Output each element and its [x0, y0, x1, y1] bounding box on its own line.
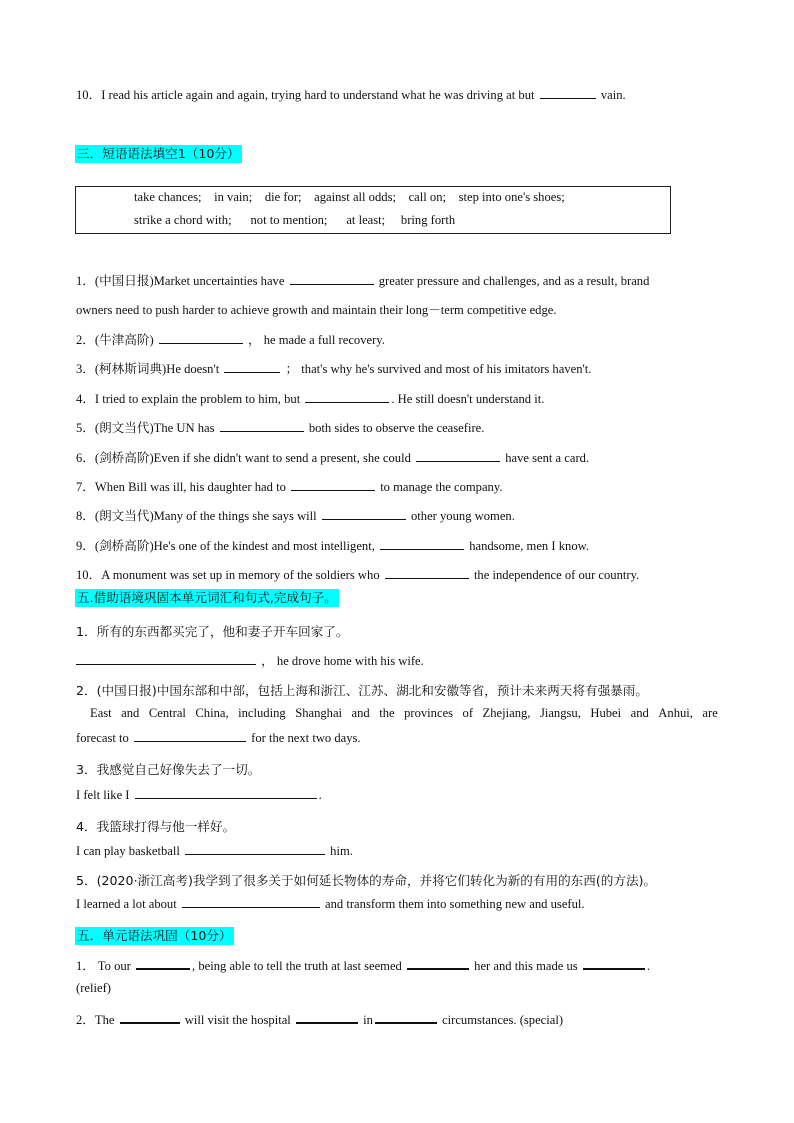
answer-blank[interactable] [290, 273, 374, 285]
word-bank-box [75, 186, 671, 234]
answer-blank[interactable] [135, 787, 317, 799]
answer-blank[interactable] [416, 450, 500, 462]
sentence-1-chinese: 1．所有的东西都买完了，他和妻子开车回家了。 [76, 624, 349, 639]
answer-blank[interactable] [159, 332, 243, 344]
answer-blank[interactable] [583, 957, 645, 970]
question-4: 4．I tried to explain the problem to him, but . He still doesn't understand it. [76, 392, 545, 406]
answer-blank[interactable] [220, 420, 304, 432]
answer-blank[interactable] [296, 1011, 358, 1024]
question-8: 8．(朗文当代)Many of the things she says will other young women. [76, 509, 515, 523]
answer-blank[interactable] [185, 843, 325, 855]
answer-blank[interactable] [407, 957, 469, 970]
word-bank-row-1: take chances; in vain; die for; against all odds; call on; step into one's shoes; [134, 190, 565, 204]
sentence-3-answer: I felt like I . [76, 788, 322, 802]
question-10: 10．A monument was set up in memory of the soldiers who the independence of our country. [76, 568, 640, 582]
grammar-question-2: 2．The will visit the hospital in circumstances. (special) [76, 1013, 564, 1027]
question-3: 3．(柯林斯词典)He doesn't ； that's why he's survived and most of his imitators haven't. [76, 362, 592, 376]
answer-blank[interactable] [182, 896, 320, 908]
question-2: 2．(牛津高阶) ， he made a full recovery. [76, 333, 385, 347]
answer-blank[interactable] [136, 957, 190, 970]
question-10-top: 10．I read his article again and again, trying hard to understand what he was driving at but vain. [76, 88, 626, 102]
answer-blank[interactable] [76, 653, 256, 665]
sentence-3-chinese: 3．我感觉自己好像失去了一切。 [76, 762, 261, 777]
answer-blank[interactable] [291, 479, 375, 491]
answer-blank[interactable] [120, 1011, 180, 1024]
answer-blank[interactable] [322, 508, 406, 520]
question-7: 7．When Bill was ill, his daughter had to to manage the company. [76, 480, 503, 494]
sentence-4-chinese: 4．我篮球打得与他一样好。 [76, 819, 236, 834]
question-1: 1．(中国日报)Market uncertainties have greater pressure and challenges, and as a result, brand [76, 274, 650, 288]
question-5: 5．(朗文当代)The UN has both sides to observe the ceasefire. [76, 421, 485, 435]
answer-blank[interactable] [380, 538, 464, 550]
answer-blank[interactable] [305, 391, 389, 403]
sentence-4-answer: I can play basketball him. [76, 844, 353, 858]
word-bank-row-2: strike a chord with; not to mention; at least; bring forth [134, 213, 456, 227]
section-heading-phrase-fill: 三．短语语法填空1（10分） [77, 146, 240, 161]
question-6: 6．(剑桥高阶)Even if she didn't want to send a present, she could have sent a card. [76, 451, 590, 465]
grammar-question-1-hint: (relief) [76, 981, 111, 995]
sentence-5-answer: I learned a lot about and transform them into something new and useful. [76, 897, 585, 911]
sentence-1-answer: ， he drove home with his wife. [76, 650, 424, 669]
answer-blank[interactable] [540, 87, 596, 99]
question-1-continued: owners need to push harder to achieve growth and maintain their long－term competitive edge. [76, 303, 557, 317]
answer-blank[interactable] [134, 730, 246, 742]
question-9: 9．(剑桥高阶)He's one of the kindest and most intelligent, handsome, men I know. [76, 539, 590, 553]
sentence-2-answer: forecast to for the next two days. [76, 731, 361, 745]
answer-blank[interactable] [375, 1011, 437, 1024]
answer-blank[interactable] [224, 361, 280, 373]
section-heading-grammar-review: 五．单元语法巩固（10分） [77, 928, 232, 943]
grammar-question-1: 1． To our , being able to tell the truth at last seemed her and this made us . [76, 959, 651, 973]
sentence-2-english: East and Central China, including Shanghai and the provinces of Zhejiang, Jiangsu, Hubei and Anhui, are [90, 706, 718, 720]
sentence-5-chinese: 5．(2020·浙江高考)我学到了很多关于如何延长物体的寿命，并将它们转化为新的有用的东西(的方法)。 [76, 873, 657, 888]
sentence-2-chinese: 2．(中国日报)中国东部和中部，包括上海和浙江、江苏、湖北和安徽等省，预计未来两天将有强暴雨。 [76, 683, 648, 698]
section-heading-complete-sentences: 五.借助语境巩固本单元词汇和句式,完成句子。 [77, 590, 337, 605]
answer-blank[interactable] [385, 567, 469, 579]
